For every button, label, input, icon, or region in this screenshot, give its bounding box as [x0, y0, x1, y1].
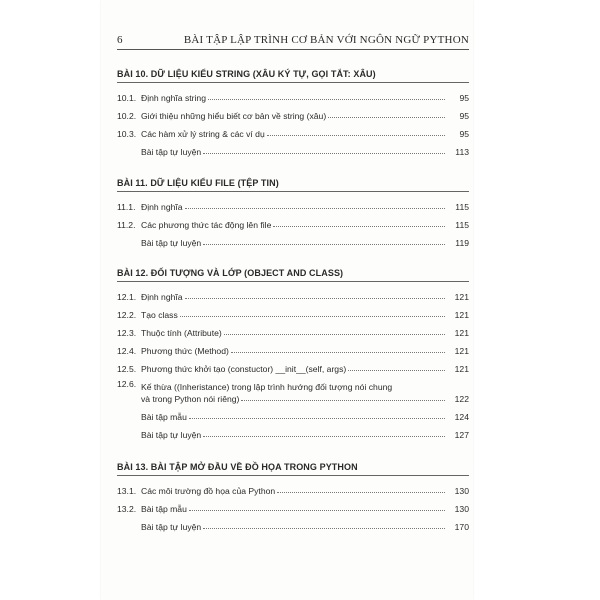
toc-entry[interactable] [117, 304, 469, 322]
entry-page: 170 [454, 522, 469, 532]
entry-text: Bài tập tự luyện [141, 238, 202, 248]
entry-page: 113 [455, 147, 469, 157]
toc-entry[interactable] [117, 286, 469, 304]
toc-entry[interactable] [117, 87, 469, 105]
header-divider [117, 49, 469, 50]
entry-text: Phương thức (Method) [141, 346, 229, 356]
toc-section-12 [117, 268, 469, 442]
entry-text: Kế thừa ((Inheristance) trong lập trình hướng đối tượng nói chung [141, 382, 393, 392]
entry-page: 95 [459, 111, 469, 121]
leader-dots [328, 117, 445, 118]
entry-page: 121 [454, 328, 469, 338]
entry-page: 95 [459, 93, 469, 103]
entry-text: Định nghĩa [141, 202, 183, 212]
entry-page: 115 [455, 202, 469, 212]
entry-text: Thuộc tính (Attribute) [141, 328, 222, 338]
toc-entry[interactable] [117, 516, 469, 534]
entry-text: Bài tập tự luyện [141, 147, 202, 157]
entry-text: Bài tập mẫu [141, 412, 187, 422]
entry-number: 11.2. [117, 220, 136, 230]
leader-dots [231, 352, 445, 353]
leader-dots [241, 400, 445, 401]
leader-dots [185, 208, 445, 209]
toc-section-10 [117, 69, 469, 159]
entry-number: 12.5. [117, 364, 137, 374]
entry-page: 121 [454, 364, 469, 374]
entry-number: 12.4. [117, 346, 137, 356]
leader-dots [203, 528, 445, 529]
toc-section-13 [117, 462, 469, 534]
book-title: BÀI TẬP LẬP TRÌNH CƠ BẢN VỚI NGÔN NGỮ PYTHON [183, 34, 469, 46]
entry-page: 127 [454, 430, 469, 440]
toc-entry[interactable] [117, 232, 469, 250]
section-divider [117, 82, 469, 83]
entry-page: 121 [454, 292, 469, 302]
section-title: BÀI 13. BÀI TẬP MỞ ĐẦU VỀ ĐỒ HỌA TRONG PYTHON [117, 462, 358, 472]
toc-entry[interactable] [117, 480, 469, 498]
toc-entry[interactable] [117, 141, 469, 159]
section-title: BÀI 11. DỮ LIỆU KIỂU FILE (TỆP TIN) [117, 178, 279, 188]
leader-dots [267, 135, 445, 136]
section-divider [117, 281, 469, 282]
toc-entry[interactable] [117, 322, 469, 340]
toc-entry[interactable] [117, 196, 469, 214]
leader-dots [189, 418, 445, 419]
toc-section-11 [117, 178, 469, 250]
entry-text: Bài tập mẫu [141, 504, 187, 514]
entry-page: 119 [455, 238, 469, 248]
leader-dots [208, 99, 445, 100]
entry-number: 13.2. [117, 504, 137, 514]
entry-text: Tạo class [141, 310, 178, 320]
entry-text: Định nghĩa string [141, 93, 206, 103]
entry-text: Bài tập tự luyện [141, 430, 202, 440]
entry-number: 11.1. [117, 202, 136, 212]
leader-dots [277, 492, 445, 493]
toc-entry[interactable] [117, 376, 469, 406]
entry-text: Phương thức khởi tạo (constuctor) __init__(self, args) [141, 364, 347, 374]
section-title: BÀI 10. DỮ LIỆU KIỂU STRING (XÂU KÝ TỰ, GỌI TẮT: XÂU) [117, 69, 376, 79]
toc-entry[interactable] [117, 498, 469, 516]
leader-dots [180, 316, 445, 317]
entry-page: 121 [454, 310, 469, 320]
toc-entry[interactable] [117, 424, 469, 442]
leader-dots [203, 153, 445, 154]
entry-page: 121 [454, 346, 469, 356]
entry-text: Các phương thức tác động lên file [141, 220, 272, 230]
entry-page: 124 [454, 412, 469, 422]
entry-text: Các hàm xử lý string & các ví dụ [141, 129, 265, 139]
toc-entry[interactable] [117, 214, 469, 232]
toc-entry[interactable] [117, 406, 469, 424]
entry-page: 130 [454, 504, 469, 514]
section-divider [117, 475, 469, 476]
entry-text: Bài tập tự luyện [141, 522, 202, 532]
toc-entry[interactable] [117, 358, 469, 376]
entry-number: 12.6. [117, 379, 137, 389]
entry-number: 10.1. [117, 93, 137, 103]
entry-page: 122 [454, 394, 469, 404]
entry-page: 115 [455, 220, 469, 230]
leader-dots [189, 510, 445, 511]
toc-entry[interactable] [117, 123, 469, 141]
page-number: 6 [117, 34, 123, 46]
leader-dots [273, 226, 445, 227]
entry-number: 12.3. [117, 328, 137, 338]
leader-dots [203, 244, 445, 245]
entry-text: Định nghĩa [141, 292, 183, 302]
entry-text-line2 [141, 394, 469, 404]
entry-number: 12.2. [117, 310, 137, 320]
leader-dots [185, 298, 445, 299]
entry-number: 13.1. [117, 486, 137, 496]
section-title: BÀI 12. ĐỐI TƯỢNG VÀ LỚP (OBJECT AND CLASS) [117, 268, 344, 278]
entry-page: 130 [454, 486, 469, 496]
leader-dots [348, 370, 445, 371]
entry-text-continued: và trong Python nói riêng) [141, 394, 240, 404]
leader-dots [224, 334, 445, 335]
entry-text-wrap [141, 382, 469, 406]
entry-page: 95 [459, 129, 469, 139]
toc-entry[interactable] [117, 105, 469, 123]
section-divider [117, 191, 469, 192]
entry-text: Các môi trường đồ họa của Python [141, 486, 276, 496]
entry-number: 10.2. [117, 111, 137, 121]
entry-text: Giới thiệu những hiểu biết cơ bản về string (xâu) [141, 111, 327, 121]
leader-dots [203, 436, 445, 437]
entry-number: 10.3. [117, 129, 137, 139]
toc-entry[interactable] [117, 340, 469, 358]
entry-number: 12.1. [117, 292, 137, 302]
